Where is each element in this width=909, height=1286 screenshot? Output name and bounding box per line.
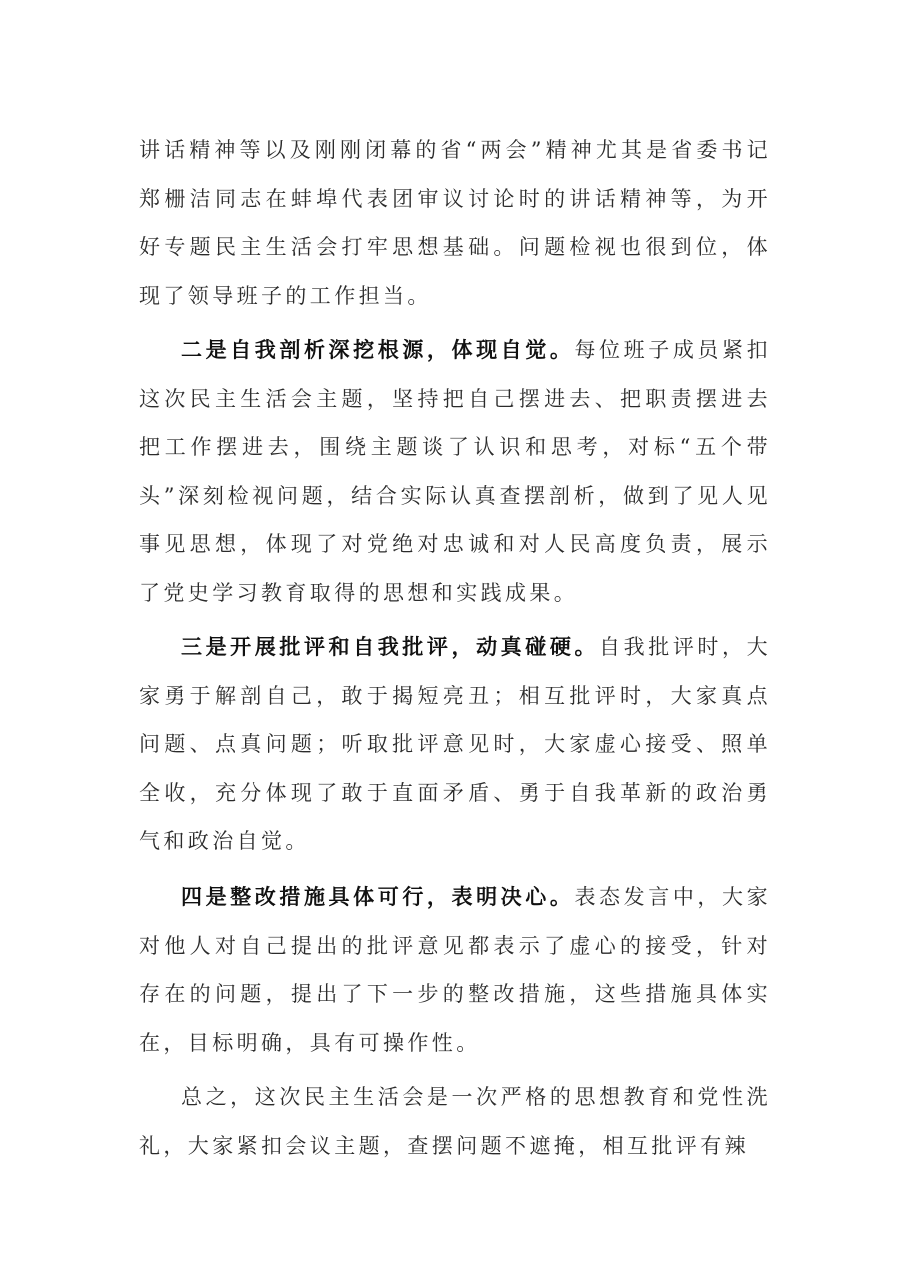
paragraph-body: 表态发言中，大家对他人对自己提出的批评意见都表示了虚心的接受，针对存在的问题，提出了下一步的整改措施，这些措施具体实在，目标明确，具有可操作性。 — [139, 885, 771, 1055]
paragraph-criticism — [139, 623, 771, 866]
paragraph-lead: 三是开展批评和自我批评，动真碰硬。 — [181, 634, 600, 659]
paragraph-body: 总之，这次民主生活会是一次严格的思想教育和党性洗礼，大家紧扣会议主题，查摆问题不遮掩，相互批评有辣 — [139, 1085, 771, 1158]
paragraph-lead: 四是整改措施具体可行，表明决心。 — [181, 884, 575, 909]
paragraph-self-analysis — [139, 326, 771, 617]
paragraph-rectification — [139, 873, 771, 1067]
paragraph-body: 自我批评时，大家勇于解剖自己，敢于揭短亮丑；相互批评时，大家真点问题、点真问题；听取批评意见时，大家虚心接受、照单全收，充分体现了敢于直面矛盾、勇于自我革新的政治勇气和政治自觉。 — [139, 635, 771, 853]
paragraph-lead: 二是自我剖析深挖根源，体现自觉。 — [181, 337, 575, 362]
paragraph-summary — [139, 1073, 771, 1170]
paragraph-body: 每位班子成员紧扣这次民主生活会主题，坚持把自己摆进去、把职责摆进去把工作摆进去，围绕主题谈了认识和思考，对标“五个带头”深刻检视问题，结合实际认真查摆剖析，做到了见人见事见思想，体现了对党绝对忠诚和对人民高度负责，展示了党史学习教育取得的思想和实践成果。 — [139, 338, 771, 605]
paragraph-continuation — [139, 126, 771, 320]
paragraph-body: 讲话精神等以及刚刚闭幕的省“两会”精神尤其是省委书记郑栅洁同志在蚌埠代表团审议讨论时的讲话精神等，为开好专题民主生活会打牢思想基础。问题检视也很到位，体现了领导班子的工作担当。 — [139, 138, 771, 308]
